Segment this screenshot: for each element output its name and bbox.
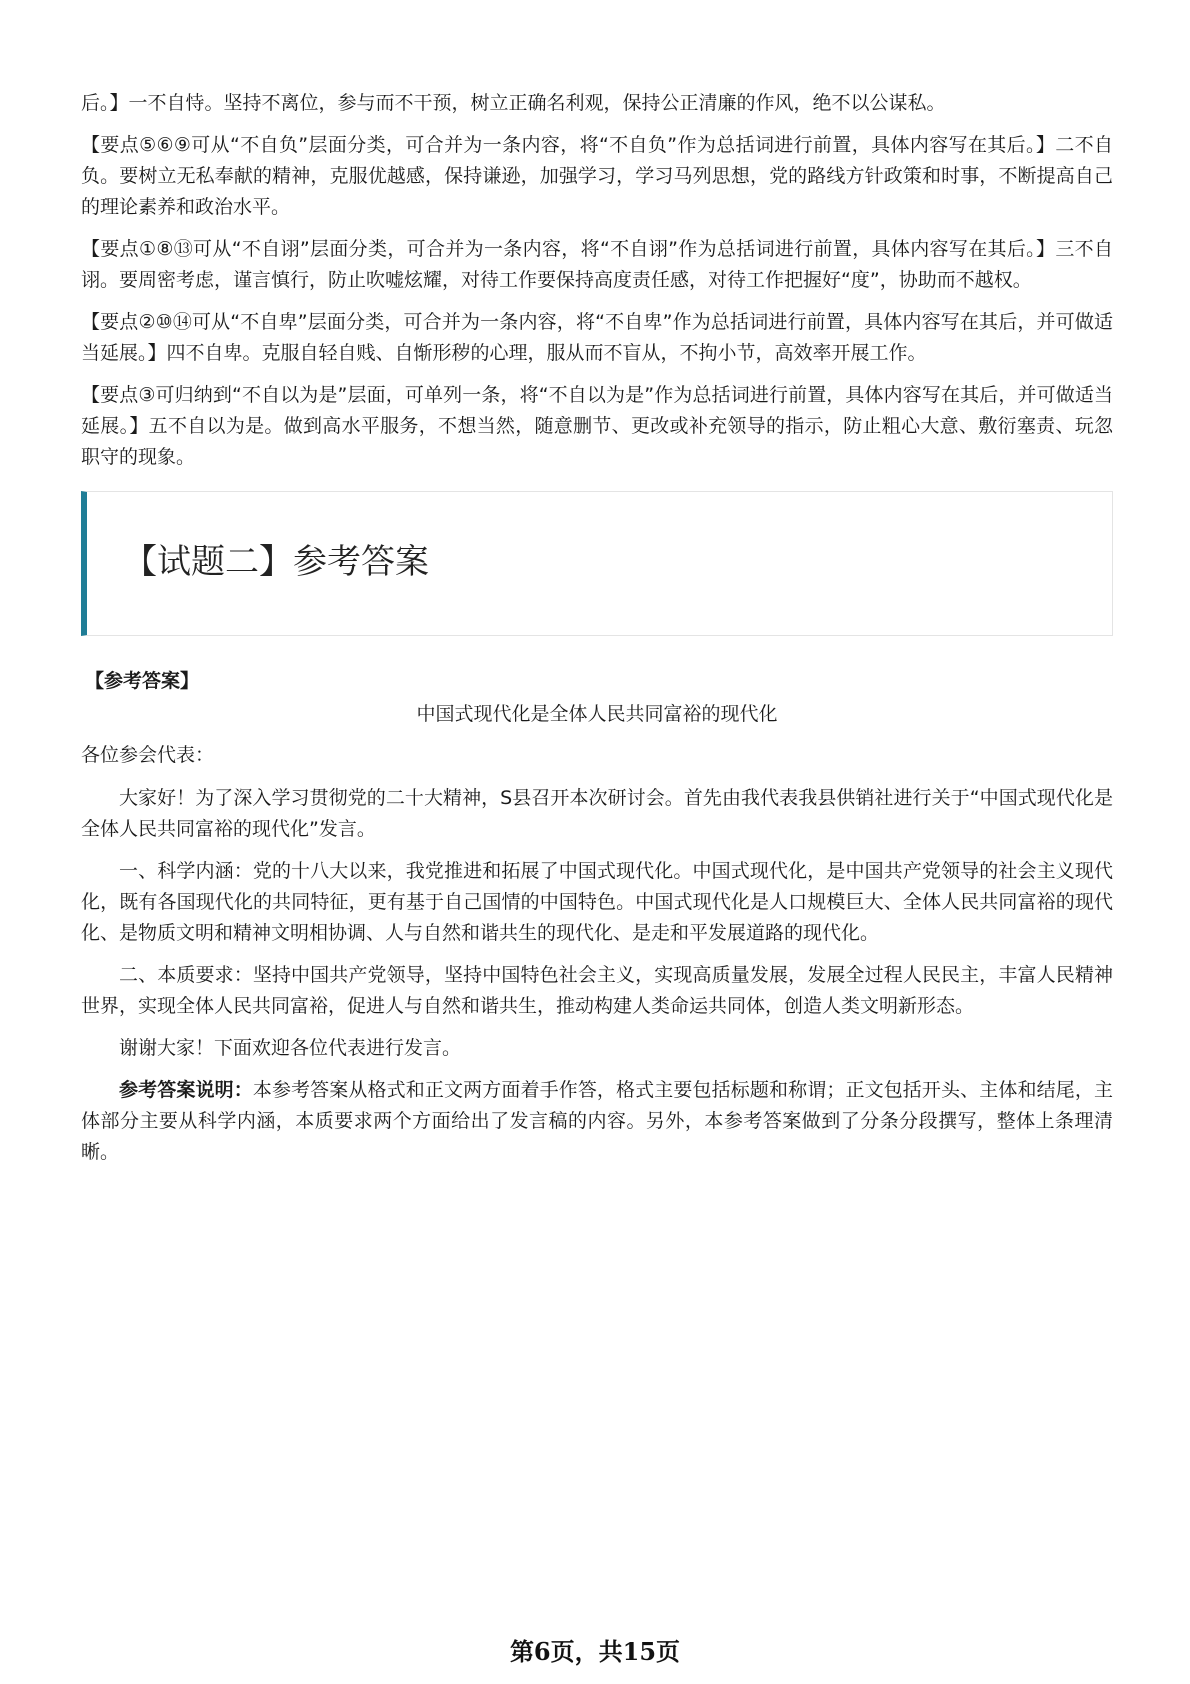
paragraph-point-2: 【要点⑤⑥⑨可从“不自负”层面分类，可合并为一条内容，将“不自负”作为总括词进行前置，具体内容写在其后。】二不自负。要树立无私奉献的精神，克服优越感，保持谦逊，加强学习，学习马列思想，党的路线方针政策和时事，不断提高自己的理论素养和政治水平。: [81, 134, 1113, 218]
section-heading-box: [81, 491, 1113, 636]
answer-explanation: [81, 1075, 1113, 1168]
speech-title: 中国式现代化是全体人民共同富裕的现代化: [416, 703, 778, 725]
paragraph-point-3: 【要点①⑧⑬可从“不自诩”层面分类，可合并为一条内容，将“不自诩”作为总括词进行前置，具体内容写在其后。】三不自诩。要周密考虑，谨言慎行，防止吹嘘炫耀，对待工作要保持高度责任感，对待工作把握好“度”，协助而不越权。: [81, 238, 1113, 291]
speech-section-requirements: 二、本质要求：坚持中国共产党领导，坚持中国特色社会主义，实现高质量发展，发展全过程人民民主，丰富人民精神世界，实现全体人民共同富裕，促进人与自然和谐共生，推动构建人类命运共同体，创造人类文明新形态。: [81, 964, 1113, 1017]
page-content: [81, 88, 1113, 1179]
paragraph-point-4: 【要点②⑩⑭可从“不自卑”层面分类，可合并为一条内容，将“不自卑”作为总括词进行前置，具体内容写在其后，并可做适当延展。】四不自卑。克服自轻自贱、自惭形秽的心理，服从而不盲从，不拘小节，高效率开展工作。: [81, 311, 1113, 364]
page-number-footer: 第6页，共15页: [509, 1637, 681, 1666]
paragraph-point-1-continued: 后。】一不自恃。坚持不离位，参与而不干预，树立正确名利观，保持公正清廉的作风，绝不以公谋私。: [81, 92, 946, 114]
answer-explanation-lead: 参考答案说明：: [119, 1079, 253, 1101]
section-heading: 【试题二】参考答案: [123, 542, 429, 582]
speech-opening: 大家好！为了深入学习贯彻党的二十大精神，S县召开本次研讨会。首先由我代表我县供销社进行关于“中国式现代化是全体人民共同富裕的现代化”发言。: [81, 787, 1113, 840]
answer-explanation-text: 本参考答案从格式和正文两方面着手作答，格式主要包括标题和称谓；正文包括开头、主体和结尾，主体部分主要从科学内涵，本质要求两个方面给出了发言稿的内容。另外，本参考答案做到了分条分段撰写，整体上条理清晰。: [81, 1079, 1113, 1163]
salutation: 各位参会代表：: [81, 744, 215, 766]
answer-label: 【参考答案】: [85, 670, 200, 692]
speech-section-connotation: 一、科学内涵：党的十八大以来，我党推进和拓展了中国式现代化。中国式现代化，是中国共产党领导的社会主义现代化，既有各国现代化的共同特征，更有基于自己国情的中国特色。中国式现代化是人口规模巨大、全体人民共同富裕的现代化、是物质文明和精神文明相协调、人与自然和谐共生的现代化、是走和平发展道路的现代化。: [81, 860, 1113, 944]
speech-closing: 谢谢大家！下面欢迎各位代表进行发言。: [119, 1037, 462, 1059]
paragraph-point-5: 【要点③可归纳到“不自以为是”层面，可单列一条，将“不自以为是”作为总括词进行前置，具体内容写在其后，并可做适当延展。】五不自以为是。做到高水平服务，不想当然，随意删节、更改或补充领导的指示，防止粗心大意、敷衍塞责、玩忽职守的现象。: [81, 384, 1113, 468]
